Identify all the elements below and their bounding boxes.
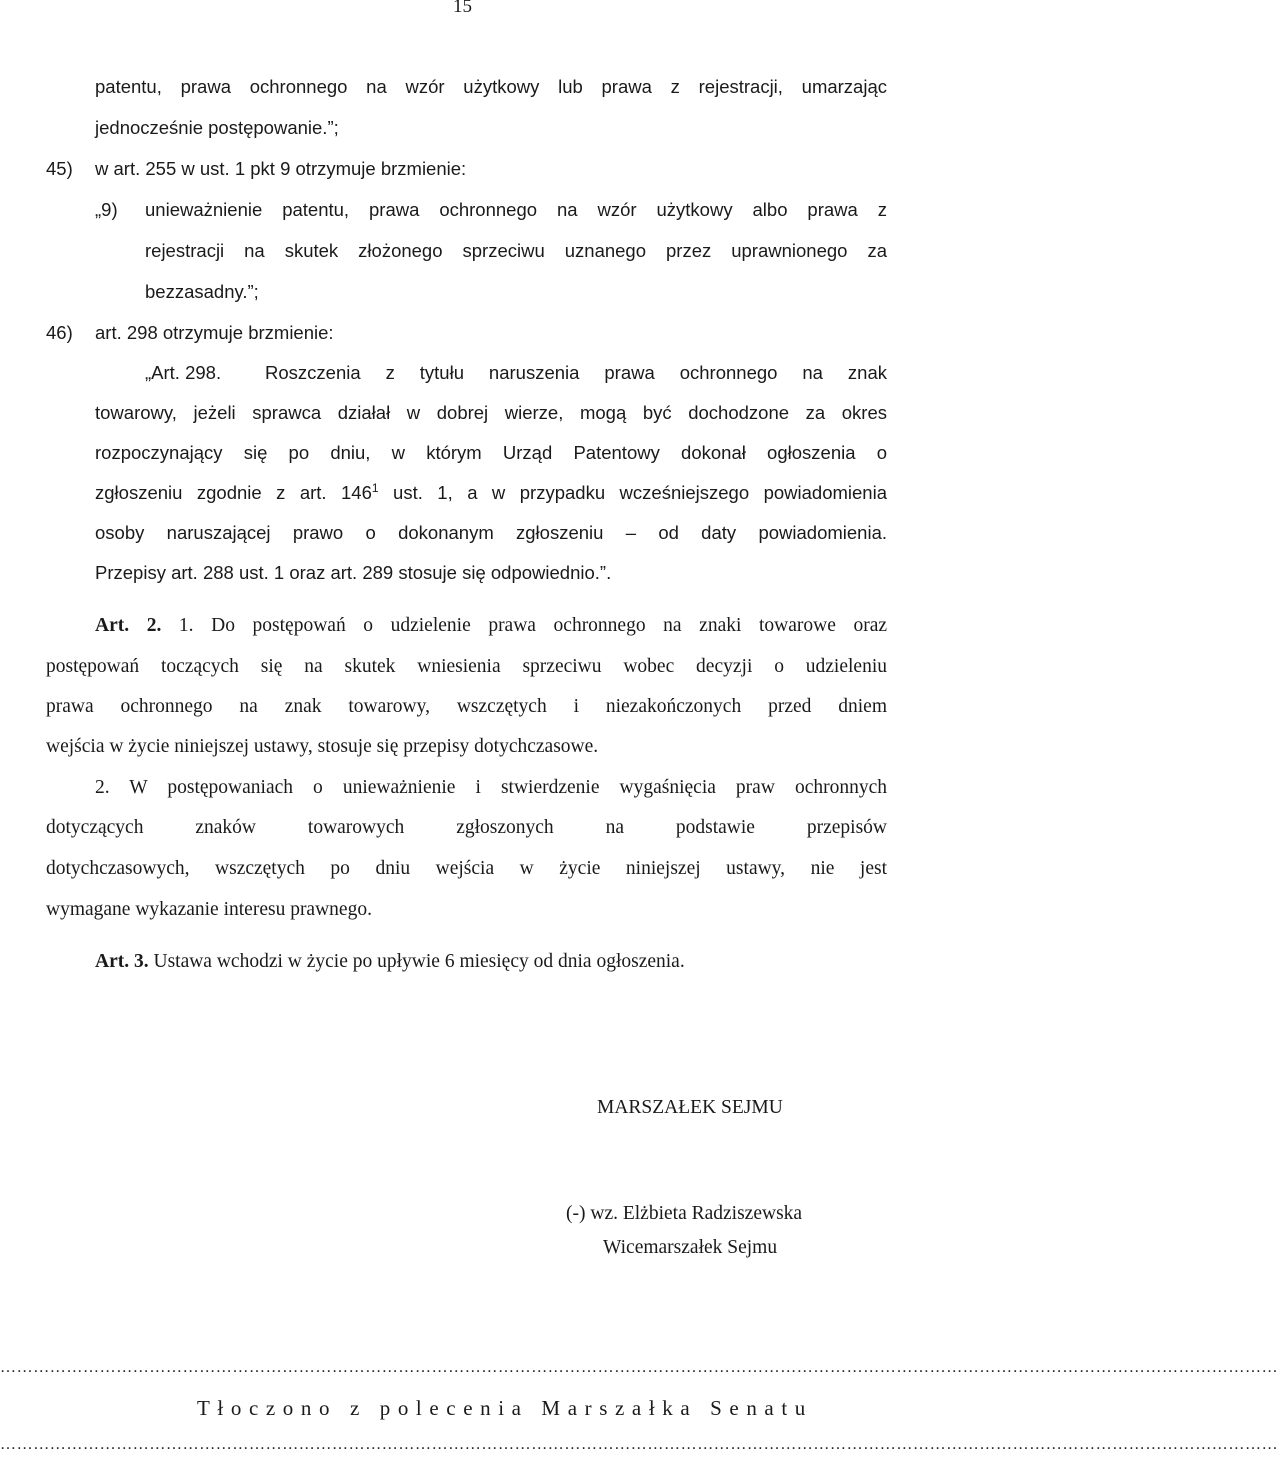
superscript-1: 1 xyxy=(371,481,379,495)
art-3 xyxy=(95,951,685,973)
art-2-line-4: wejścia w życie niniejszej ustawy, stosuje się przepisy dotychczasowe. xyxy=(46,736,599,757)
amend-44-line-1: patentu, prawa ochronnego na wzór użytkowy lub prawa z rejestracji, umarzając xyxy=(95,76,887,97)
footer-dotted-line-top: …………………………………………………………………………………………………………………………………………………………………………………………………………… xyxy=(0,1359,1278,1376)
art-2-label: Art. 2. xyxy=(95,615,162,636)
art-298-line-4-start: zgłoszeniu zgodnie z art. 146 xyxy=(95,482,372,503)
art-2-par-2-line-4: wymagane wykazanie interesu prawnego. xyxy=(46,899,372,920)
art-298-line-1: Roszczenia z tytułu naruszenia prawa ochronnego na znak xyxy=(265,362,887,383)
art-2-par-2-line-2: dotyczących znaków towarowych zgłoszonych na podstawie przepisów xyxy=(46,817,887,838)
signature-role: Wicemarszałek Sejmu xyxy=(603,1237,778,1258)
art-3-text: Ustawa wchodzi w życie po upływie 6 miesięcy od dnia ogłoszenia. xyxy=(148,951,685,972)
footer-dotted-line-bottom: …………………………………………………………………………………………………………………………………………………………………………………………………………… xyxy=(0,1436,1278,1453)
art-298-label: „Art. 298. xyxy=(145,362,222,383)
art-298-line-4 xyxy=(95,482,887,504)
art-2-par-2-line-1: 2. W postępowaniach o unieważnienie i stwierdzenie wygaśnięcia praw ochronnych xyxy=(95,777,887,798)
art-2-line-3: prawa ochronnego na znak towarowy, wszczętych i niezakończonych przed dniem xyxy=(46,696,887,717)
point-9-line-2: rejestracji na skutek złożonego sprzeciwu uznanego przez uprawnionego za xyxy=(145,240,887,261)
art-2-line-1 xyxy=(95,615,887,637)
signature-name: (-) wz. Elżbieta Radziszewska xyxy=(566,1203,803,1224)
art-298-line-2: towarowy, jeżeli sprawca działał w dobrej wierze, mogą być dochodzone za okres xyxy=(95,402,887,423)
art-298-line-3: rozpoczynający się po dniu, w którym Urząd Patentowy dokonał ogłoszenia o xyxy=(95,442,887,463)
amend-44-line-2: jednocześnie postępowanie.”; xyxy=(95,117,339,138)
art-3-label: Art. 3. xyxy=(95,951,149,972)
point-9-line-3: bezzasadny.”; xyxy=(145,281,259,302)
page-number: 15 xyxy=(453,0,472,17)
point-9-number: „9) xyxy=(95,199,118,220)
art-298-line-4-end: ust. 1, a w przypadku wcześniejszego powiadomienia xyxy=(378,482,887,503)
art-2-line-2: postępowań toczących się na skutek wniesienia sprzeciwu wobec decyzji o udzieleniu xyxy=(46,656,887,677)
signature-title: MARSZAŁEK SEJMU xyxy=(597,1097,783,1118)
footer-printed-by: Tłoczono z polecenia Marszałka Senatu xyxy=(197,1396,813,1420)
item-46-number: 46) xyxy=(46,322,73,343)
item-45-number: 45) xyxy=(46,158,73,179)
point-9-line-1: unieważnienie patentu, prawa ochronnego na wzór użytkowy albo prawa z xyxy=(145,199,887,220)
art-2-line-1-text: 1. Do postępowań o udzielenie prawa ochronnego na znaki towarowe oraz xyxy=(161,615,888,636)
art-298-line-5: osoby naruszającej prawo o dokonanym zgłoszeniu – od daty powiadomienia. xyxy=(95,522,887,543)
item-45-intro: w art. 255 w ust. 1 pkt 9 otrzymuje brzmienie: xyxy=(95,158,467,179)
art-298-line-6: Przepisy art. 288 ust. 1 oraz art. 289 stosuje się odpowiednio.”. xyxy=(95,562,612,583)
item-46-intro: art. 298 otrzymuje brzmienie: xyxy=(95,322,334,343)
art-2-par-2-line-3: dotychczasowych, wszczętych po dniu wejścia w życie niniejszej ustawy, nie jest xyxy=(46,858,887,879)
